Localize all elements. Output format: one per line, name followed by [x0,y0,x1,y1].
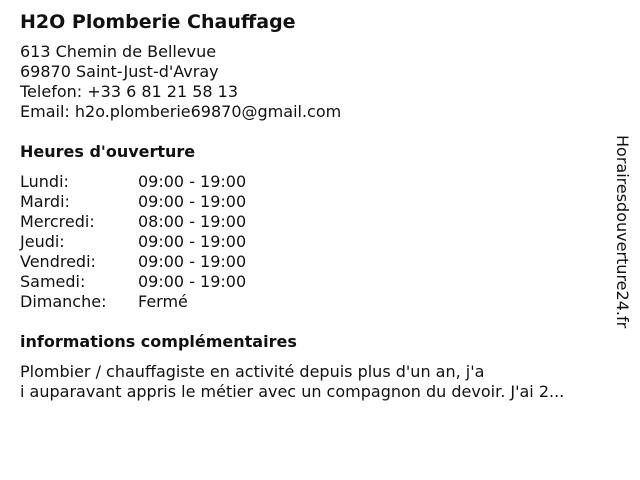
contact-block [20,42,610,122]
hours-day: Samedi: [20,272,86,291]
hours-row [20,232,610,252]
hours-time: 08:00 - 19:00 [138,212,247,231]
hours-time: 09:00 - 19:00 [138,192,247,211]
hours-time: 09:00 - 19:00 [138,232,247,251]
address-street: 613 Chemin de Bellevue [20,42,217,61]
hours-day: Vendredi: [20,252,96,271]
email-address: Email: h2o.plomberie69870@gmail.com [20,102,342,121]
hours-row [20,192,610,212]
opening-hours-heading: Heures d'ouverture [20,142,196,161]
info-line: Plombier / chauffagiste en activité depuis plus d'un an, j'a [20,362,485,381]
hours-row [20,212,610,232]
hours-day: Mercredi: [20,212,95,231]
additional-info-text [20,362,620,402]
hours-day: Lundi: [20,172,69,191]
hours-time: Fermé [138,292,188,311]
hours-row [20,252,610,272]
hours-time: 09:00 - 19:00 [138,252,247,271]
opening-hours-table [20,172,610,312]
hours-day: Dimanche: [20,292,107,311]
hours-day: Jeudi: [20,232,65,251]
hours-row [20,292,610,312]
hours-row [20,172,610,192]
additional-info-heading: informations complémentaires [20,332,297,351]
phone-number: Telefon: +33 6 81 21 58 13 [20,82,239,101]
info-line: i auparavant appris le métier avec un compagnon du devoir. J'ai 2... [20,382,565,401]
hours-time: 09:00 - 19:00 [138,172,247,191]
site-watermark: Horairesdouverture24.fr [613,135,632,329]
business-name: H2O Plomberie Chauffage [20,11,296,33]
hours-row [20,272,610,292]
address-city: 69870 Saint-Just-d'Avray [20,62,219,81]
hours-day: Mardi: [20,192,70,211]
business-card [20,8,610,402]
hours-time: 09:00 - 19:00 [138,272,247,291]
